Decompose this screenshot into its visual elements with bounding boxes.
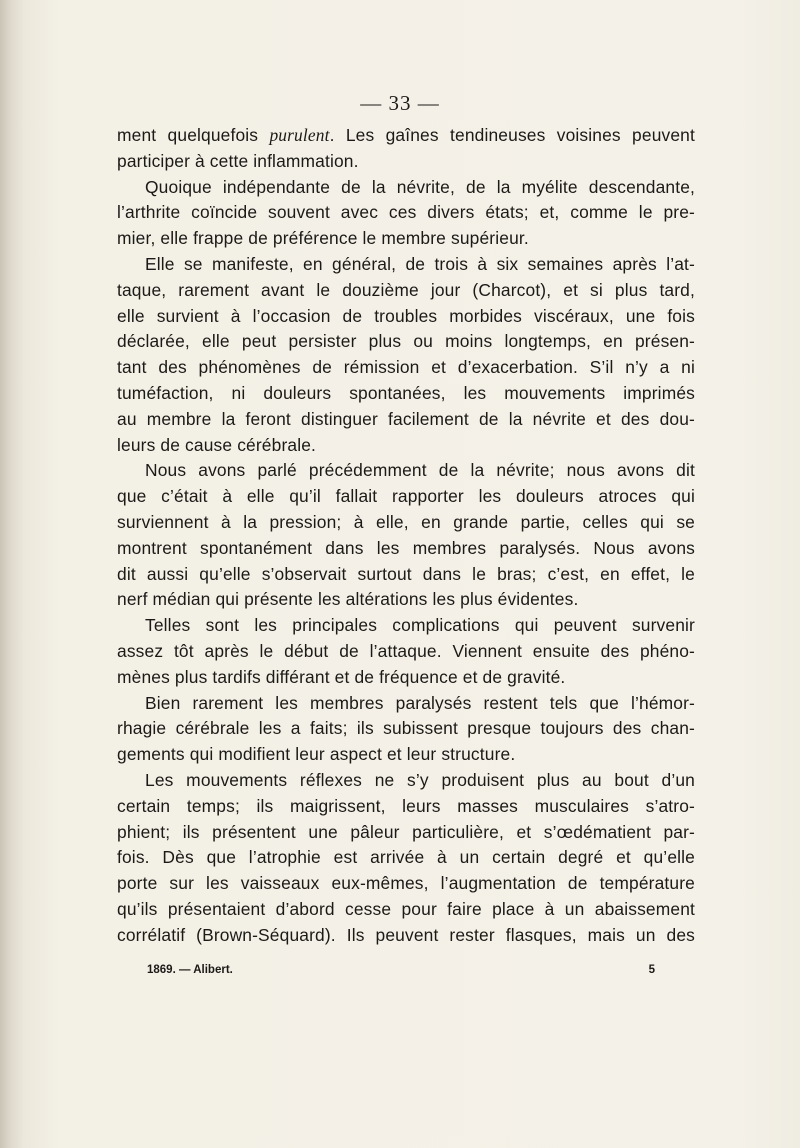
text-line: au membre la feront distinguer facilement de la névrite et des dou- <box>117 408 695 429</box>
text-line: Nous avons parlé précédemment de la névrite; nous avons dit <box>145 460 695 481</box>
italic-term: purulent <box>269 125 330 145</box>
text-line: phient; ils présentent une pâleur particulière, et s’œdématient par- <box>117 821 695 842</box>
body-text <box>117 123 695 949</box>
text-line: taque, rarement avant le douzième jour (Charcot), et si plus tard, <box>117 279 695 300</box>
text-line: participer à cette inflammation. <box>117 150 359 171</box>
page-number: — 33 — <box>360 91 440 115</box>
text-line: l’arthrite coïncide souvent avec ces divers états; et, comme le pre- <box>117 202 695 223</box>
paragraph <box>117 691 695 768</box>
text-line: leurs de cause cérébrale. <box>117 434 317 455</box>
paragraph <box>117 613 695 690</box>
text-line: porte sur les vaisseaux eux-mêmes, l’augmentation de température <box>117 873 695 894</box>
text-line <box>117 123 695 149</box>
text-line: dit aussi qu’elle s’observait surtout dans le bras; c’est, en effet, le <box>117 563 695 584</box>
paragraph <box>117 458 695 613</box>
paragraph <box>117 768 695 949</box>
text-line: certain temps; ils maigrissent, leurs masses musculaires s’atro- <box>117 795 695 816</box>
text-line: elle survient à l’occasion de troubles morbides viscéraux, une fois <box>117 305 695 326</box>
text-line: rhagie cérébrale les a faits; ils subissent presque toujours des chan- <box>117 718 695 739</box>
text-line: fois. Dès que l’atrophie est arrivée à un certain degré et qu’elle <box>117 847 695 868</box>
paragraph <box>117 123 695 175</box>
text-line: tuméfaction, ni douleurs spontanées, les mouvements imprimés <box>117 382 695 403</box>
text-segment: ment quelquefois <box>117 125 270 145</box>
text-line: Telles sont les principales complications qui peuvent survenir <box>145 615 695 636</box>
signature-mark: 1869. — Alibert. <box>147 964 233 976</box>
text-line: qu’ils présentaient d’abord cesse pour faire place à un abaissement <box>117 898 695 919</box>
paragraph <box>117 175 695 252</box>
text-line: gements qui modifient leur aspect et leur structure. <box>117 744 516 765</box>
text-line: Quoique indépendante de la névrite, de la myélite descendante, <box>145 176 695 197</box>
text-line: mier, elle frappe de préférence le membre supérieur. <box>117 228 529 249</box>
paragraph <box>117 252 695 458</box>
text-line: assez tôt après le début de l’attaque. Viennent ensuite des phéno- <box>117 640 695 661</box>
text-line: tant des phénomènes de rémission et d’exacerbation. S’il n’y a ni <box>117 357 695 378</box>
text-line: que c’était à elle qu’il fallait rapporter les douleurs atroces qui <box>117 486 695 507</box>
text-line: déclarée, elle peut persister plus ou moins longtemps, en présen- <box>117 331 695 352</box>
text-line: mènes plus tardifs différant et de fréquence et de gravité. <box>117 666 566 687</box>
text-line: corrélatif (Brown-Séquard). Ils peuvent rester flasques, mais un des <box>117 924 695 945</box>
text-line: Bien rarement les membres paralysés restent tels que l’hémor- <box>145 692 695 713</box>
text-line: nerf médian qui présente les altérations les plus évidentes. <box>117 589 579 610</box>
text-line: montrent spontanément dans les membres paralysés. Nous avons <box>117 537 695 558</box>
signature-number: 5 <box>648 964 655 976</box>
text-line: surviennent à la pression; à elle, en grande partie, celles qui se <box>117 511 695 532</box>
text-line: Les mouvements réflexes ne s’y produisent plus au bout d’un <box>145 769 695 790</box>
text-line: Elle se manifeste, en général, de trois à six semaines après l’at- <box>145 253 695 274</box>
text-segment: . Les gaînes tendineuses voisines peuvent <box>329 125 695 145</box>
